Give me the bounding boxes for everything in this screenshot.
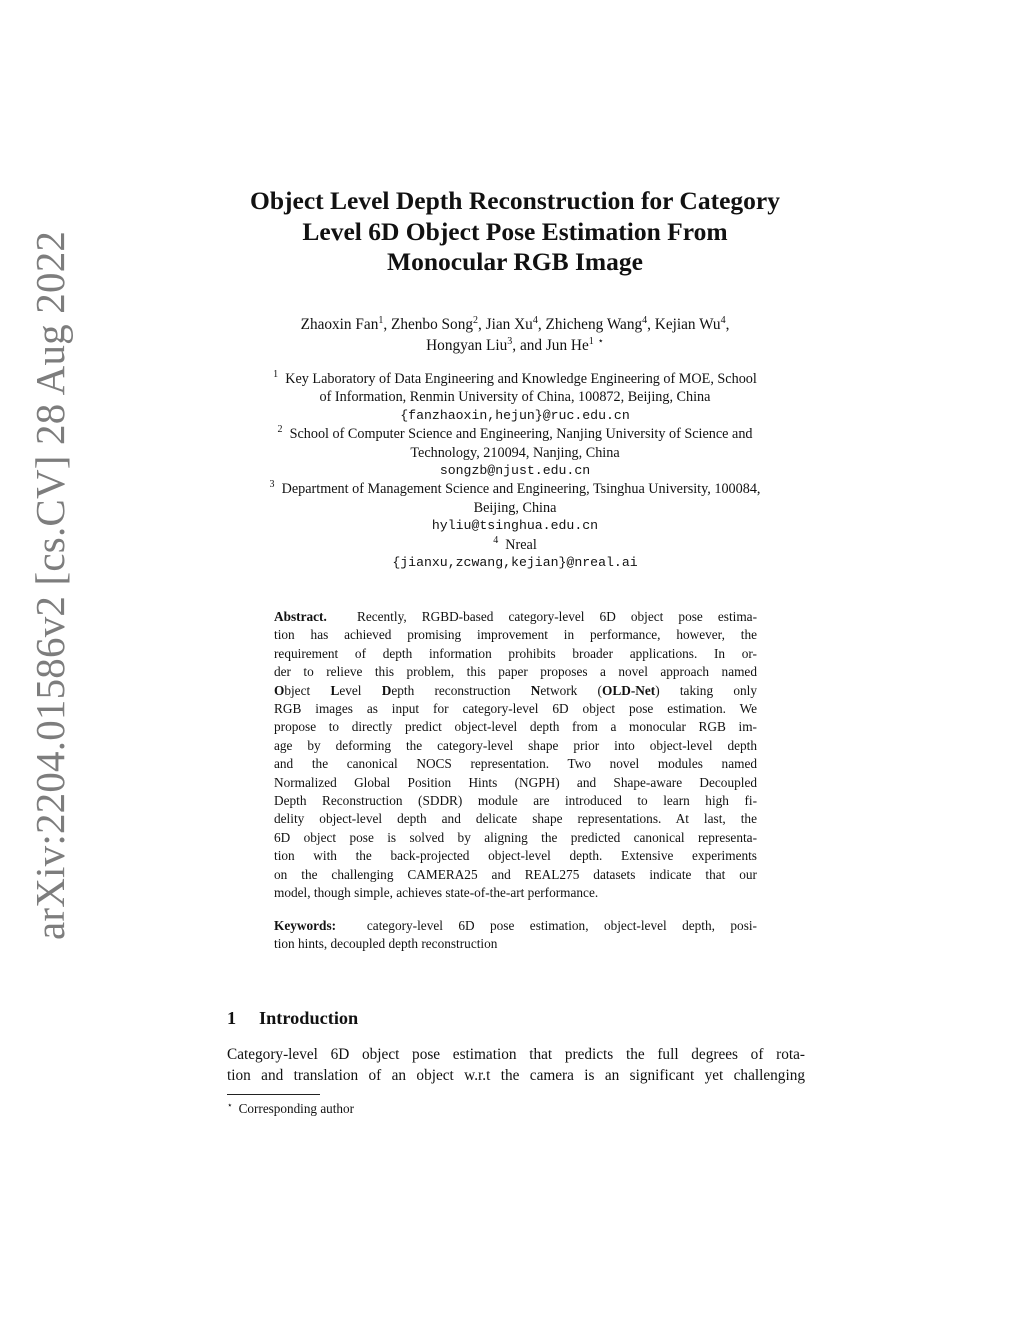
- author-line-2: Hongyan Liu$^3$, and Jun He$^1$ ⋆: [426, 336, 604, 354]
- section-heading-introduction: [227, 1008, 358, 1029]
- keywords-label: Keywords:: [274, 918, 337, 933]
- affiliation-2-line-1: $^2$ School of Computer Science and Engineering, Nanjing University of Science and: [277, 424, 753, 443]
- abstract-line-method-name: Object Level Depth reconstruction Network (OLD-Net) taking only: [274, 682, 757, 698]
- abstract-line: 6D object pose is solved by aligning the predicted canonical representa-: [274, 829, 757, 845]
- affiliation-mark: 3: [269, 479, 275, 491]
- author-affil-sup: 1: [378, 315, 384, 326]
- affiliation-4-line-1: $^4$ Nreal: [493, 534, 537, 553]
- body-line: tion and translation of an object w.r.t the camera is an significant yet challenging: [227, 1066, 805, 1084]
- abstract-line: tion has achieved promising improvement in performance, however, the: [274, 627, 757, 643]
- title-line: Level 6D Object Pose Estimation From: [302, 216, 728, 246]
- affiliation-mark: 1: [273, 369, 279, 380]
- affiliation-4-email: {jianxu,zcwang,kejian}@nreal.ai: [392, 555, 638, 571]
- author-affil-sup: 2: [473, 315, 479, 326]
- author-name: Zhicheng Wang: [545, 316, 643, 333]
- abstract-line: model, though simple, achieves state-of-the-art performance.: [274, 885, 599, 901]
- author-name: Jian Xu: [485, 316, 533, 333]
- introduction-body: [227, 1045, 805, 1086]
- abstract-label: Abstract.: [274, 609, 327, 624]
- affiliation-3-email: hyliu@tsinghua.edu.cn: [431, 518, 599, 534]
- footnote-mark: ⋆: [227, 1100, 233, 1110]
- affiliation-1-email: {fanzhaoxin,hejun}@ruc.edu.cn: [400, 407, 630, 423]
- abstract-line: age by deforming the category-level shape prior into object-level depth: [274, 737, 757, 753]
- title-line: Object Level Depth Reconstruction for Category: [250, 186, 780, 215]
- affiliation-mark: 4: [493, 534, 499, 546]
- section-number: 1: [227, 1008, 237, 1028]
- affiliation-3-line-1: $^3$ Department of Management Science and Engineering, Tsinghua University, 100084,: [269, 479, 761, 498]
- affiliation-mark: 2: [277, 424, 283, 436]
- footnote: [227, 1097, 354, 1117]
- affiliation-2-email: songzb@njust.edu.cn: [439, 463, 591, 479]
- author-affil-sup: 4: [532, 315, 538, 326]
- abstract-line: requirement of depth information prohibits broader applications. In or-: [274, 645, 757, 661]
- author-affil-sup: 1: [588, 336, 594, 347]
- abstract-line: delity object-level depth and delicate shape representations. At last, the: [274, 811, 757, 827]
- author-affil-sup: 3: [507, 336, 513, 347]
- section-title: Introduction: [259, 1008, 359, 1028]
- abstract-line: and the canonical NOCS representation. Two novel modules named: [274, 756, 757, 772]
- author-name: Zhaoxin Fan: [300, 316, 379, 333]
- title-line: Monocular RGB Image: [387, 247, 643, 276]
- abstract-line: RGB images as input for category-level 6D object pose estimation. We: [274, 701, 757, 717]
- author-name: and Jun He: [519, 337, 589, 354]
- keywords: [274, 917, 757, 954]
- keywords-line: tion hints, decoupled depth reconstruction: [274, 936, 498, 952]
- affiliation-2-line-2: Technology, 210094, Nanjing, China: [410, 444, 620, 461]
- abstract-line: tion with the back-projected object-level depth. Extensive experiments: [274, 848, 757, 864]
- affiliation-3-line-2: Beijing, China: [473, 499, 557, 516]
- arxiv-identifier-stamp: arXiv:2204.01586v2 [cs.CV] 28 Aug 2022: [27, 230, 73, 940]
- author-name: Kejian Wu: [654, 316, 721, 333]
- abstract-line: Depth Reconstruction (SDDR) module are introduced to learn high fi-: [274, 793, 757, 809]
- keywords-line: Keywords: category-level 6D pose estimation, object-level depth, posi-: [274, 918, 757, 933]
- author-line-1: Zhaoxin Fan$^1$, Zhenbo Song$^2$, Jian Xu$^4$, Zhicheng Wang$^4$, Kejian Wu$^4$,: [300, 315, 730, 333]
- abstract-line: on the challenging CAMERA25 and REAL275 datasets indicate that our: [274, 866, 757, 882]
- abstract-line: Abstract. Recently, RGBD-based category-level 6D object pose estima-: [274, 609, 757, 624]
- author-name: Hongyan Liu: [426, 337, 508, 354]
- author-list: [200, 314, 830, 356]
- abstract-line: Normalized Global Position Hints (NGPH) and Shape-aware Decoupled: [274, 774, 757, 790]
- abstract-line: der to relieve this problem, this paper proposes a novel approach named: [274, 664, 757, 680]
- affiliations: [210, 370, 820, 572]
- footnote-rule: [227, 1094, 320, 1095]
- corresponding-author-mark: ⋆: [597, 336, 604, 347]
- author-affil-sup: 4: [642, 315, 648, 326]
- body-line: Category-level 6D object pose estimation that predicts the full degrees of rota-: [227, 1046, 805, 1063]
- abstract: [274, 608, 757, 903]
- footnote-text: Corresponding author: [238, 1101, 355, 1116]
- method-name: OLD-Net: [602, 682, 656, 698]
- paper-title: [200, 186, 830, 278]
- affiliation-1-line-2: of Information, Renmin University of China, 100872, Beijing, China: [319, 389, 711, 406]
- author-affil-sup: 4: [720, 315, 726, 326]
- abstract-line: propose to directly predict object-level depth from a monocular RGB im-: [274, 719, 757, 735]
- affiliation-1-line-1: $^1$ Key Laboratory of Data Engineering and Knowledge Engineering of MOE, School: [273, 369, 757, 387]
- author-name: Zhenbo Song: [391, 316, 474, 333]
